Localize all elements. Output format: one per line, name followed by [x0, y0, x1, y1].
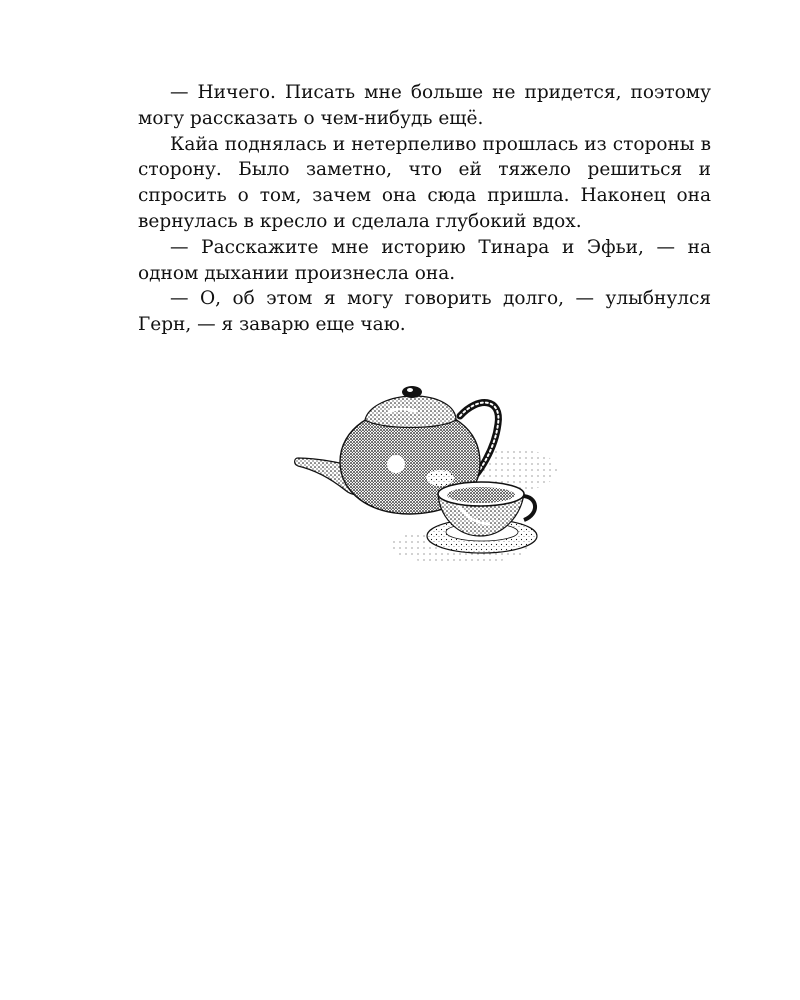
paragraph: — О, об этом я могу говорить долго, — улыбнулся Герн, — я заварю еще чаю. [138, 288, 711, 336]
paragraph: — Ничего. Писать мне больше не придется, поэтому могу рассказать о чем-нибудь ещё. [138, 82, 711, 129]
body-text [138, 80, 711, 338]
teapot-and-teacup-icon [290, 378, 565, 573]
paragraph: — Расскажите мне историю Тинара и Эфьи, — на одном дыхании произнесла она. [138, 236, 711, 284]
paragraph: Кайа поднялась и нетерпеливо прошлась из стороны в сторону. Было заметно, что ей тяжело решиться и спросить о том, зачем она сюда пришла. Наконец она вернулась в кресло и сделала глубокий вдох. [138, 133, 711, 232]
